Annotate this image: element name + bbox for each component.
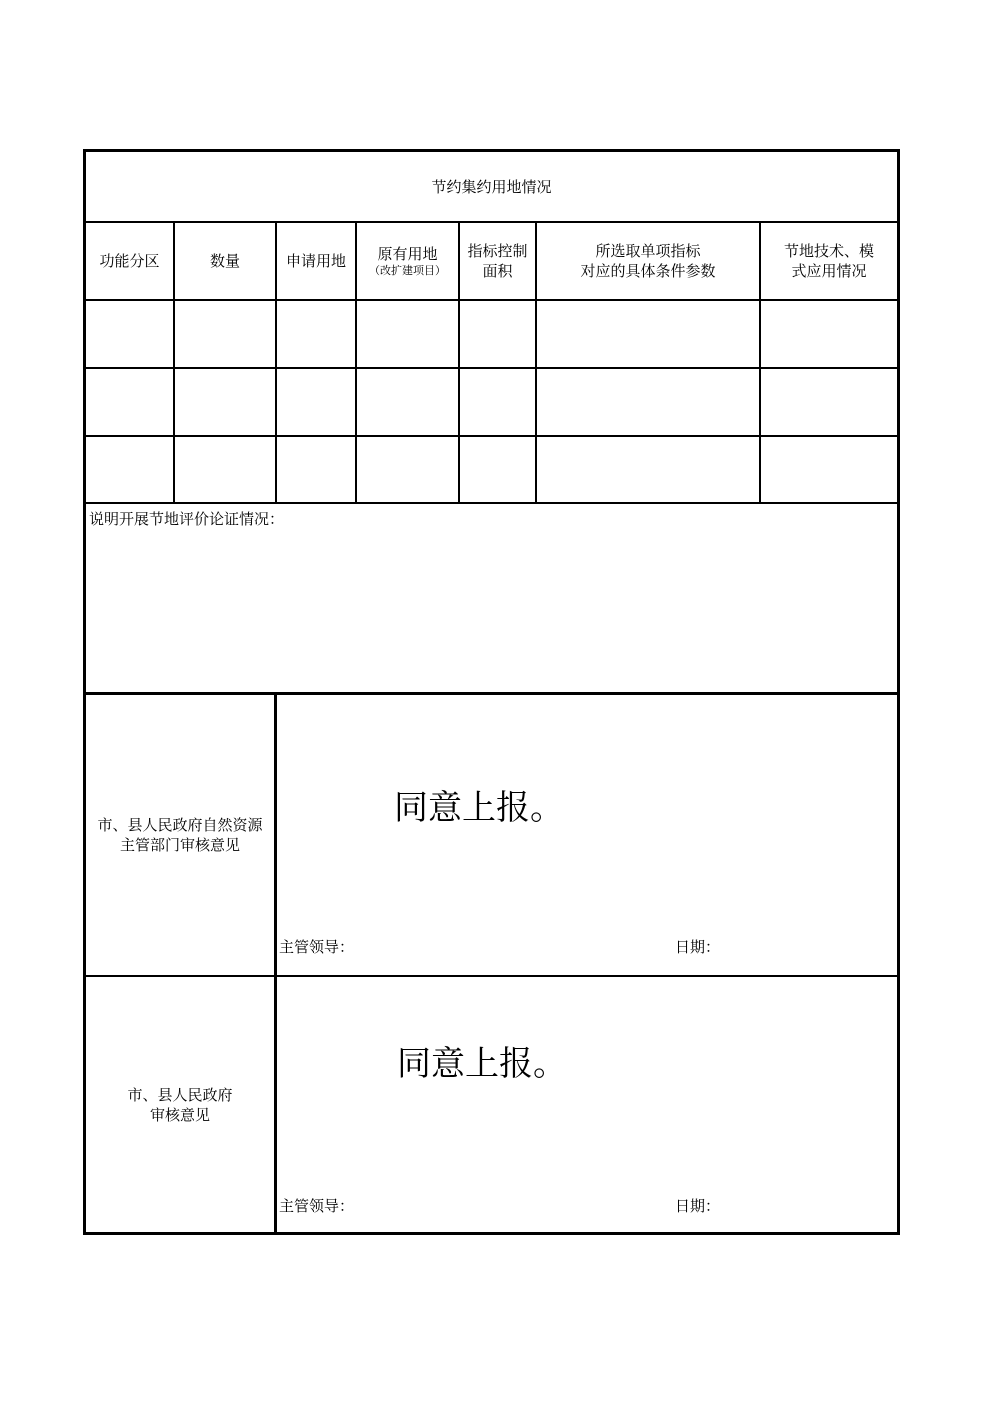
government-date-label: 日期： [675,1197,721,1215]
table-cell[interactable] [537,301,761,367]
natural-resources-opinion-text: 同意上报。 [394,788,564,828]
government-leader-label: 主管领导： [279,1197,355,1215]
header-existing-land [357,223,460,299]
table-cell[interactable] [277,437,357,502]
table-cell[interactable] [357,437,460,502]
table-cell[interactable] [357,301,460,367]
table-cell[interactable] [537,437,761,502]
header-controlled-area-line1: 指标控制 [467,242,528,260]
government-review-label-line1: 市、县人民政府 [127,1085,233,1104]
government-review-label-line2: 审核意见 [149,1105,210,1124]
table-cell[interactable] [277,369,357,435]
table-cell[interactable] [86,437,175,502]
header-functional-zone [86,223,175,299]
header-applied-land-label: 申请用地 [285,252,346,270]
table-cell[interactable] [460,369,537,435]
table-cell[interactable] [537,369,761,435]
header-functional-zone-label: 功能分区 [99,252,160,270]
header-controlled-area-line2: 面积 [482,262,513,280]
table-cell[interactable] [357,369,460,435]
natural-resources-review-label-line2: 主管部门审核意见 [119,836,240,854]
government-review-field[interactable] [277,977,897,1232]
table-row [86,301,897,369]
table-cell[interactable] [175,437,277,502]
table-cell[interactable] [86,301,175,367]
header-quantity [175,223,277,299]
table-cell[interactable] [761,369,897,435]
header-existing-land-note: （改扩建项目） [369,264,446,277]
table-cell[interactable] [86,369,175,435]
natural-resources-leader-label: 主管领导： [279,938,355,956]
table-row [86,369,897,437]
table-row [86,437,897,504]
table-cell[interactable] [460,301,537,367]
header-applied-land [277,223,357,299]
header-land-saving-tech-line1: 节地技术、模 [783,242,874,260]
header-land-saving-tech-line2: 式应用情况 [791,262,867,280]
natural-resources-review-label [86,695,277,975]
land-use-form [83,149,900,1235]
natural-resources-review-label-line1: 市、县人民政府自然资源 [97,816,263,834]
table-cell[interactable] [175,369,277,435]
table-cell[interactable] [761,301,897,367]
table-cell[interactable] [277,301,357,367]
header-land-saving-tech [761,223,897,299]
government-review-section [86,977,897,1232]
government-opinion-text: 同意上报。 [397,1044,567,1084]
table-cell[interactable] [761,437,897,502]
form-title-text: 节约集约用地情况 [431,178,552,196]
natural-resources-review-field[interactable] [277,695,897,975]
header-indicator-params-line1: 所选取单项指标 [595,242,701,260]
natural-resources-review-section [86,695,897,977]
table-cell[interactable] [460,437,537,502]
header-indicator-params [537,223,761,299]
header-indicator-params-line2: 对应的具体条件参数 [580,262,716,280]
header-controlled-area [460,223,537,299]
form-title [86,152,897,223]
government-review-label [86,977,277,1232]
header-quantity-label: 数量 [209,252,240,270]
natural-resources-date-label: 日期： [675,938,721,956]
table-cell[interactable] [175,301,277,367]
header-existing-land-label: 原有用地 [377,245,438,263]
evaluation-description-label: 说明开展节地评价论证情况： [89,510,285,528]
table-header-row [86,223,897,301]
evaluation-description-field[interactable] [86,504,897,695]
